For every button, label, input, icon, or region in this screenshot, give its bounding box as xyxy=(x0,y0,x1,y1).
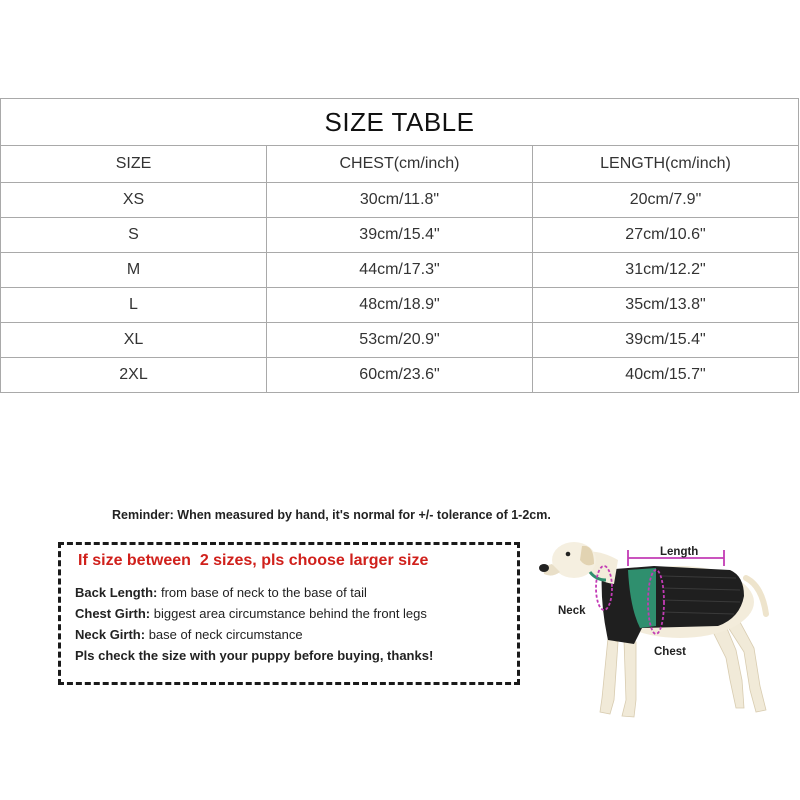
cell-length: 40cm/15.7" xyxy=(533,358,799,393)
cell-length: 31cm/12.2" xyxy=(533,253,799,288)
back-length-description: from base of neck to the base of tail xyxy=(157,585,367,600)
table-title: SIZE TABLE xyxy=(1,99,799,146)
chest-girth-definition xyxy=(75,606,427,621)
cell-size: XL xyxy=(1,323,267,358)
header-chest: CHEST(cm/inch) xyxy=(267,146,533,183)
chest-girth-term: Chest Girth: xyxy=(75,606,151,621)
back-length-definition xyxy=(75,585,367,600)
cell-chest: 39cm/15.4" xyxy=(267,218,533,253)
size-advice-title: If size between 2 sizes, pls choose larger size xyxy=(78,552,429,569)
cell-chest: 30cm/11.8" xyxy=(267,183,533,218)
table-header-row xyxy=(1,146,799,183)
length-label: Length xyxy=(660,546,699,558)
neck-girth-definition xyxy=(75,627,303,642)
cell-chest: 60cm/23.6" xyxy=(267,358,533,393)
cell-size: XS xyxy=(1,183,267,218)
header-length: LENGTH(cm/inch) xyxy=(533,146,799,183)
dog-illustration xyxy=(530,530,800,730)
cell-size: 2XL xyxy=(1,358,267,393)
neck-girth-term: Neck Girth: xyxy=(75,627,146,642)
cell-size: M xyxy=(1,253,267,288)
table-row xyxy=(1,218,799,253)
cell-length: 27cm/10.6" xyxy=(533,218,799,253)
table-row xyxy=(1,358,799,393)
front-left-leg xyxy=(600,638,618,714)
back-length-term: Back Length: xyxy=(75,585,158,600)
cell-chest: 44cm/17.3" xyxy=(267,253,533,288)
check-size-note: Pls check the size with your puppy before buying, thanks! xyxy=(75,648,434,663)
table-row xyxy=(1,288,799,323)
cell-size: L xyxy=(1,288,267,323)
chest-label: Chest xyxy=(654,646,686,658)
neck-girth-description: base of neck circumstance xyxy=(145,627,303,642)
dog-nose xyxy=(539,564,549,572)
front-right-leg xyxy=(622,640,636,717)
cell-chest: 48cm/18.9" xyxy=(267,288,533,323)
chest-girth-description: biggest area circumstance behind the front legs xyxy=(150,606,427,621)
cell-length: 20cm/7.9" xyxy=(533,183,799,218)
cell-length: 35cm/13.8" xyxy=(533,288,799,323)
measurement-reminder: Reminder: When measured by hand, it's normal for +/- tolerance of 1-2cm. xyxy=(112,508,551,522)
cell-chest: 53cm/20.9" xyxy=(267,323,533,358)
table-row xyxy=(1,183,799,218)
size-table xyxy=(0,98,799,393)
cell-length: 39cm/15.4" xyxy=(533,323,799,358)
dog-measurement-figure xyxy=(530,530,800,730)
size-advice-box xyxy=(58,542,520,685)
table-row xyxy=(1,323,799,358)
dog-eye xyxy=(566,552,571,557)
header-size: SIZE xyxy=(1,146,267,183)
neck-label: Neck xyxy=(558,605,586,617)
table-row xyxy=(1,253,799,288)
cell-size: S xyxy=(1,218,267,253)
